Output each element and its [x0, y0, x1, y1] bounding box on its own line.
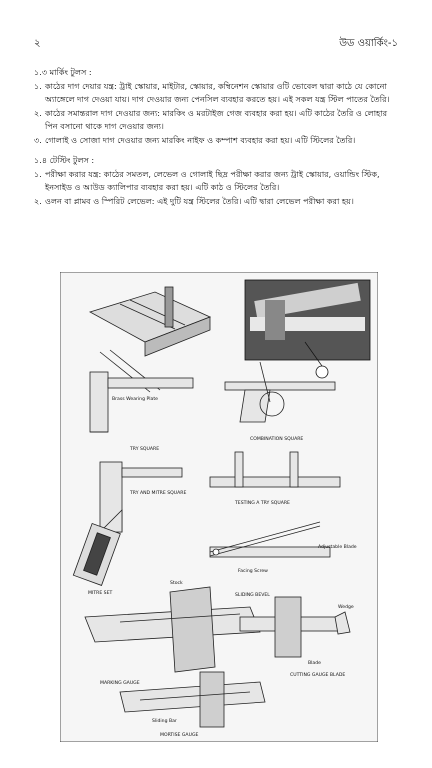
marking-item-2 [34, 107, 400, 133]
cutting-gauge-label: CUTTING GAUGE BLADE [290, 673, 346, 678]
facing-screw-label: Facing Screw [238, 569, 268, 574]
body-text [34, 66, 400, 209]
marking-gauge-label: MARKING GAUGE [100, 681, 140, 686]
item-text: কাঠের সমান্তরাল দাগ দেওয়ার জন্য: মারকিং ও মরটাইজ গেজ ব্যবহার করা হয়। এটি কাঠের তৈরি ও লোহার পিন বসানো থাকে দাগ দেওয়ার জন্য। [45, 108, 388, 131]
item-text: ওলন বা প্লামব ও স্পিরিট লেভেল: এই দুটি যন্ত্র স্টিলের তৈরি। এটি দ্বারা লেভেল পরীক্ষা করা হয়। [45, 196, 354, 206]
running-title: উড ওয়ার্কিং-১ [339, 38, 398, 49]
item-number: ১. [34, 81, 42, 91]
item-text: গোলাই ও সোজা দাগ দেওয়ার জন্য মারকিং নাইফ ও কম্পাশ ব্যবহার করা হয়। এটি স্টিলের তৈরি। [45, 135, 356, 145]
tools-drawing [60, 272, 378, 742]
page-number: ২ [34, 38, 41, 49]
marking-item-1 [34, 80, 400, 106]
page-header [34, 36, 398, 52]
item-number: ২. [34, 108, 42, 118]
item-text: কাঠের দাগ দেয়ার যন্ত্র: ট্রাই স্কোয়ার, মাইটার, স্কোয়ার, কম্বিনেশন স্কোয়ার ওটি ভোবেল দ্বারা কাঠে যে কোনো অ্যাঙ্গেলে দাগ দেওয়া যায়। দাগ দেওয়ার জন্য পেনসিল ব্যবহার করতে হয়। এই সকল যন্ত্র স্টিল পাতের তৈরি। [45, 81, 390, 104]
try-mitre-square-label: TRY AND MITRE SQUARE [130, 491, 187, 496]
combination-square-label: COMBINATION SQUARE [250, 437, 304, 442]
testing-try-square-label: TESTING A TRY SQUARE [235, 501, 290, 506]
mitre-set-label: MITRE SET [88, 591, 113, 596]
section-heading-marking: ১.৩ মার্কিং টুলস : [34, 67, 92, 77]
adjustable-blade-label: Adjustable Blade [318, 545, 357, 550]
tools-illustration [60, 272, 378, 742]
section-heading-testing: ১.৪ টেস্টিং টুলস : [34, 155, 95, 165]
item-number: ২. [34, 196, 42, 206]
wedge-label: Wedge [338, 605, 354, 610]
stock-label: Stock [170, 581, 183, 586]
blade-label: Blade [308, 661, 321, 666]
sliding-bar-label: Sliding Bar [152, 719, 177, 724]
try-square-label: TRY SQUARE [130, 447, 160, 452]
marking-item-3 [34, 134, 400, 147]
mortise-gauge-label: MORTISE GAUGE [160, 733, 199, 738]
testing-item-2 [34, 195, 400, 208]
item-number: ৩. [34, 135, 42, 145]
testing-item-1 [34, 168, 400, 194]
sliding-bevel-label: SLIDING BEVEL [235, 593, 270, 598]
brass-plate-label: Brass Wearing Plate [112, 397, 158, 402]
item-number: ১. [34, 169, 42, 179]
item-text: পরীক্ষা করার যন্ত্র: কাঠের সমতল, লেভেল ও গোলাই ছিদ্র পরীক্ষা করার জন্য ট্রাই স্কোয়ার, ওয়ান্ডিং স্টিক, ইনসাইড ও আউড ক্যালিপার ব্যবহার করা হয়। এটি কাঠ ও স্টিলের তৈরি। [45, 169, 380, 192]
